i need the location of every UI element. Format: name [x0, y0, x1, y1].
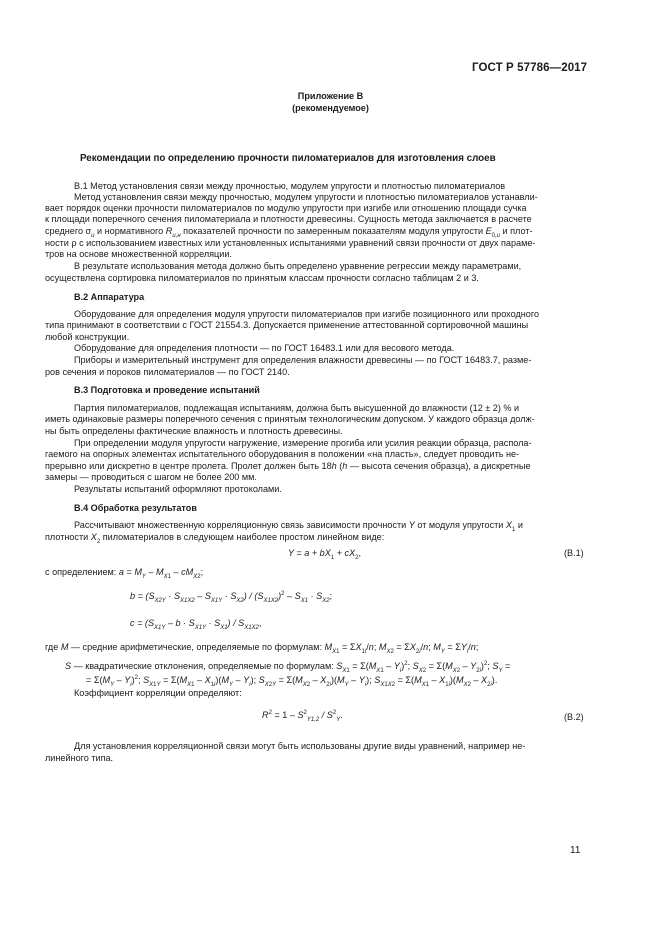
paragraph-line: тров на основе множественной корреляции. [45, 249, 232, 259]
paragraph-line: гаемого на опорных элементах испытательного оборудования в положении «на пласть», следует проводить не- [45, 449, 520, 459]
paragraph-line: Результаты испытаний оформляют протоколами. [74, 484, 282, 494]
paragraph-line: В.1 Метод установления связи между прочностью, модулем упругости и плотностью пиломатериалов [74, 181, 506, 191]
paragraph-line: где M — средние арифметические, определяемые по формулам: $M_{X1} = \Sigma X_{1i}/n$; $M_{X2} = \Sigma X_{2i}/n$; $M_Y = \Sigma Y_i/n$; [45, 642, 479, 655]
paragraph-line: ности ρ с использованием известных или установленных испытаниями уравнений связи прочности от двух параме- [45, 238, 536, 248]
appendix-subtitle: (рекомендуемое) [292, 103, 369, 113]
paragraph-line: вает порядок оценки прочности пиломатериалов по модулю упругости при изгибе или отношению площади сучка [45, 203, 527, 213]
equation-c: $c = (S_{X1Y} - b \cdot S_{X1Y} \cdot S_{X1}) / S_{X1X2}$, [130, 618, 262, 631]
paragraph-line: Приборы и измерительный инструмент для определения влажности древесины — по ГОСТ 16483.7, разме- [74, 355, 532, 365]
paragraph-line: Партия пиломатериалов, подлежащая испытаниям, должна быть высушенной до влажности (12 ± 2) % и [74, 403, 520, 413]
paragraph-line: S — квадратические отклонения, определяемые по формулам: $S_{X1} = \Sigma(M_{X1} - Y_i)^2$; $S_{X2} = \Sigma(M_{X2} - Y_{2i})^2$; $S_Y$ = [65, 661, 511, 674]
section-heading-b4: В.4 Обработка результатов [74, 503, 197, 513]
equation-b1: $Y = a + bX_1 + cX_2$, [288, 548, 362, 561]
paragraph-line: В результате использования метода должно быть определено уравнение регрессии между параметрами, [74, 261, 522, 271]
page-number: 11 [570, 845, 581, 856]
equation-number-b1: (В.1) [564, 548, 584, 558]
appendix-heading: Рекомендации по определению прочности пиломатериалов для изготовления слоев [80, 153, 496, 164]
paragraph-line: При определении модуля упругости нагружение, измерение прогиба или усилия реакции образца, распола- [74, 438, 532, 448]
paragraph-line: ны быть определены фактические влажность и плотность древесины. [45, 426, 343, 436]
equation-line: с определением: $a = M_Y - M_{X1} - cM_{X2}$; [45, 567, 204, 580]
appendix-title: Приложение В [297, 91, 364, 101]
paragraph-line: плотности $X_2$ пиломатериалов в следующем наиболее простом линейном виде: [45, 532, 385, 545]
paragraph-line: иметь одинаковые размеры поперечного сечения с принятым технологическим допуском. У каждого образца долж- [45, 414, 535, 424]
paragraph-line: любой конструкции. [45, 332, 130, 342]
paragraph-line: Коэффициент корреляции определяют: [74, 688, 242, 698]
equation-number-b2: (В.2) [564, 712, 584, 722]
paragraph-line: Оборудование для определения модуля упругости пиломатериалов при изгибе позиционного или проходного [74, 309, 540, 319]
paragraph-line: типа принимают в соответствии с ГОСТ 21554.3. Допускается применение аттестованной сортировочной машины [45, 320, 529, 330]
paragraph-line: Рассчитывают множественную корреляционную связь зависимости прочности Y от модуля упругости $X_1$ и [74, 520, 523, 533]
paragraph-line: Оборудование для определения плотности — по ГОСТ 16483.1 или для весового метода. [74, 343, 455, 353]
paragraph-line: среднего $\sigma_и$ и нормативного $R_{и,н}$ показателей прочности по замеренным показателям модуля упругости $E_{0,и}$ и плот- [45, 226, 533, 239]
paragraph-line: = $\Sigma(M_Y - Y_i)^2$; $S_{X1Y} = \Sigma(M_{X1} - X_{1i})(M_Y - Y_i)$; $S_{X2Y} = \Sigma(M_{X2} - X_{2i})(M_Y - Y_i)$; $S_{X1X2} = \Sigma(M_{X1} - X_{1i})(M_{X2} - X_{2i})$. [86, 675, 498, 688]
paragraph-line: Для установления корреляционной связи могут быть использованы другие виды уравнений, например не- [74, 741, 526, 751]
paragraph-line: к площади поперечного сечения пиломатериала и плотности древесины. Сущность метода заключается в расчете [45, 214, 532, 224]
paragraph-line: линейного типа. [45, 753, 114, 763]
paragraph-line: прерывно или дискретно в центре пролета. Пролет должен быть 18h (h — высота сечения образца), а дискретные [45, 461, 531, 471]
equation-b2: $R^2 = 1 - S^2_{Y1,2} / S^2_Y$. [262, 710, 343, 723]
paragraph-line: замеры — проводиться с шагом не более 200 мм. [45, 472, 257, 482]
section-heading-b3: В.3 Подготовка и проведение испытаний [74, 385, 260, 395]
standard-number: ГОСТ Р 57786—2017 [472, 62, 588, 74]
paragraph-line: осуществлена сортировка пиломатериалов по принятым классам прочности согласно таблицам 2 и 3. [45, 273, 479, 283]
section-heading-b2: В.2 Аппаратура [74, 292, 145, 302]
paragraph-line: Метод установления связи между прочностью, модулем упругости и плотностью пиломатериалов устанавли- [74, 192, 538, 202]
equation-b: $b = (S_{X2Y} \cdot S_{X1X2} - S_{X1Y} \cdot S_{X2}) / (S_{X1X2})^2 - S_{X1} \cdot S_{X2}$; [130, 591, 333, 604]
paragraph-line: ров сечения и пороков пиломатериалов — по ГОСТ 2140. [45, 367, 290, 377]
